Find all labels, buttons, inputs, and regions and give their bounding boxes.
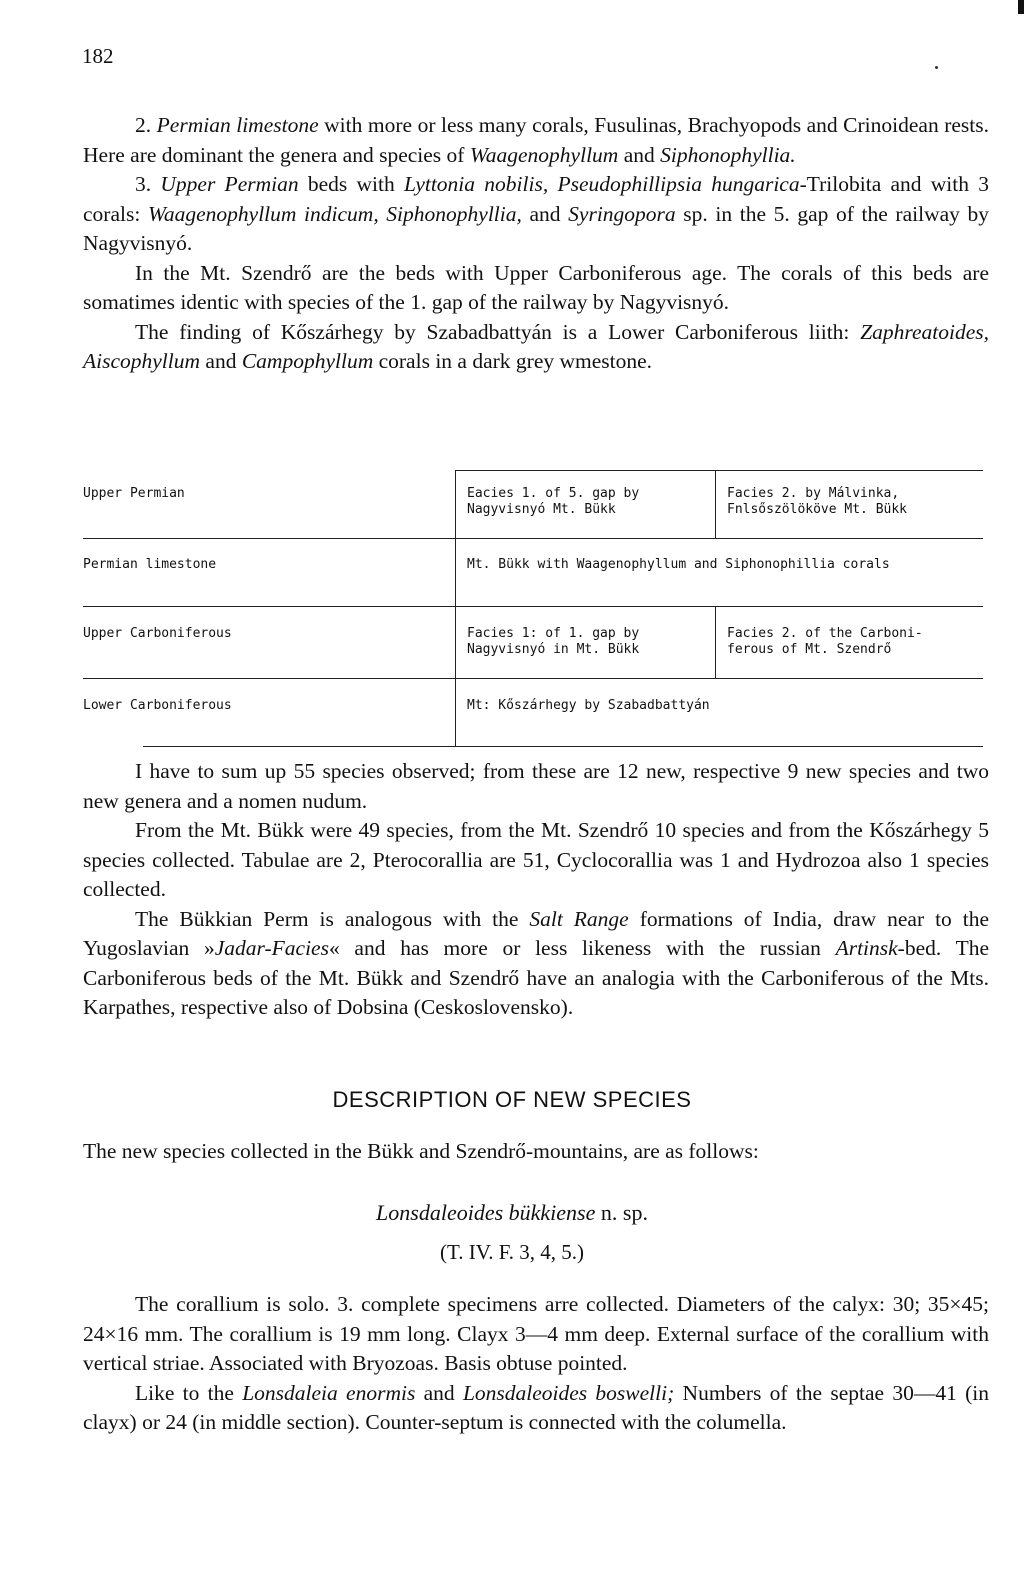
facies-cell: Mt: Kőszárhegy by Szabadbattyán <box>467 698 710 713</box>
italic-term: Lyttonia nobilis, Pseudophillipsia hungarica <box>404 172 800 196</box>
text-run: sp. in the 5. gap of the railway by Nagyvisnyó. <box>83 201 990 255</box>
paragraph-permian-limestone <box>83 111 989 170</box>
italic-term: Jadar-Facies <box>214 936 329 960</box>
italic-term: Lonsdaleoides boswelli; <box>462 1380 675 1405</box>
species-suffix: n. sp. <box>595 1200 648 1225</box>
facies-cell: Nagyvisnyó in Mt. Bükk <box>467 642 640 657</box>
facies-cell: Facies 1: of 1. gap by <box>467 626 640 641</box>
text-run: corals in a dark grey wmestone. <box>373 349 653 373</box>
text-run: Like to the <box>135 1380 243 1405</box>
row-label-upper-permian: Upper Permian <box>83 486 185 501</box>
section-heading: DESCRIPTION OF NEW SPECIES <box>332 1087 692 1112</box>
italic-term: Permian limestone <box>156 113 319 137</box>
species-title <box>0 1200 1024 1226</box>
summary-text <box>83 757 989 1023</box>
text-run: and <box>521 201 569 226</box>
italic-term: Campophyllum <box>241 349 374 373</box>
intro-paragraph <box>83 1137 989 1167</box>
italic-term: Salt Range <box>529 906 629 931</box>
paragraph-analogy <box>83 905 989 1023</box>
intro-text: The new species collected in the Bükk and Szendrő-mountains, are as follows: <box>83 1139 759 1163</box>
table-rule <box>83 538 983 539</box>
row-label-lower-carboniferous: Lower Carboniferous <box>83 698 232 713</box>
facies-cell: ferous of Mt. Szendrő <box>727 642 892 657</box>
text-run: and <box>200 349 242 373</box>
text-run: -bed. The Carboniferous beds of the Mt. Bükk and Szendrő have an analogia with the Carboniferous of the Mts. Karpathes, respective also of Dobsina (Ceskoslovensko). <box>83 936 990 1019</box>
paragraph-species-count: I have to sum up 55 species observed; from these are 12 new, respective 9 new species and two new genera and a nomen nudum. <box>83 759 989 813</box>
item-number: 3. <box>135 172 152 196</box>
italic-term: Waagenophyllum <box>469 142 619 167</box>
table-rule <box>83 678 983 679</box>
table-rule <box>715 606 716 678</box>
paragraph-koszarhegy <box>83 318 989 377</box>
stratigraphy-table <box>83 470 983 760</box>
table-rule <box>83 606 983 607</box>
species-name: Lonsdaleoides bükkiense <box>376 1200 596 1225</box>
facies-cell: Facies 2. by Málvinka, <box>727 486 900 501</box>
table-rule <box>455 470 983 471</box>
paragraph-szendro: In the Mt. Szendrő are the beds with Upper Carboniferous age. The corals of this beds are somatimes identic with species of the 1. gap of the railway by Nagyvisnyó. <box>83 260 989 314</box>
table-rule <box>143 746 983 747</box>
text-run: formations of India, draw near to the Yugoslavian » <box>83 906 990 960</box>
italic-term: Upper Permian <box>160 172 299 196</box>
paragraph-comparison <box>83 1379 989 1438</box>
row-label-upper-carboniferous: Upper Carboniferous <box>83 626 232 641</box>
table-rule <box>455 470 456 746</box>
scan-edge-mark <box>1018 0 1024 14</box>
table-rule <box>715 470 716 538</box>
italic-term: Zaphreatoides, Aiscophyllum <box>83 319 989 373</box>
stratigraphy-text <box>83 111 989 377</box>
text-run: Numbers of the septae 30—41 (in clayx) or 24 (in middle section). Counter-septum is connected with the columella. <box>83 1380 989 1434</box>
italic-term: Siphonophyllia. <box>660 142 796 167</box>
text-run: The Bükkian Perm is analogous with the <box>135 906 530 931</box>
italic-term: Artinsk <box>835 936 898 960</box>
row-label-permian-limestone: Permian limestone <box>83 557 217 572</box>
facies-cell: Mt. Bükk with Waagenophyllum and Siphonophillia corals <box>467 557 890 572</box>
paragraph-collections: From the Mt. Bükk were 49 species, from the Mt. Szendrő 10 species and from the Kőszárhegy 5 species collected. Tabulae are 2, Pterocorallia are 51, Cyclocorallia was 1 and Hydrozoa also 1 species collected. <box>83 818 989 901</box>
item-number: 2. <box>135 113 152 137</box>
facies-cell: Eacies 1. of 5. gap by <box>467 486 640 501</box>
text-run: and <box>618 142 661 167</box>
facies-cell: Facies 2. of the Carboni- <box>727 626 923 641</box>
text-run: with more or less many corals, Fusulinas, Brachyopods and Crinoidean rests. Here are dominant the genera and species of <box>83 113 990 167</box>
text-run: « and has more or less likeness with the russian <box>328 936 836 960</box>
italic-term: Lonsdaleia enormis <box>242 1380 416 1405</box>
scan-speck <box>935 66 938 69</box>
italic-term: Waagenophyllum indicum, Siphonophyllia, <box>147 201 522 226</box>
page-number: 182 <box>82 44 114 68</box>
description-text <box>83 1290 989 1438</box>
paragraph-corallium: The corallium is solo. 3. complete specimens arre collected. Diameters of the calyx: 30; 35×45; 24×16 mm. The corallium is 19 mm long. Clayx 3—4 mm deep. External surface of the corallium with vertical striae. Associated with Bryozoas. Basis obtuse pointed. <box>83 1292 989 1375</box>
facies-cell: Fnlsőszölököve Mt. Bükk <box>727 502 908 517</box>
italic-term: Syringopora <box>568 201 676 226</box>
plate-reference: (T. IV. F. 3, 4, 5.) <box>440 1240 584 1264</box>
text-run: The finding of Kőszárhegy by Szabadbattyán is a Lower Carboniferous liith: <box>135 319 861 344</box>
paragraph-upper-permian <box>83 170 989 259</box>
facies-cell: Nagyvisnyó Mt. Bükk <box>467 502 616 517</box>
text-run: and <box>415 1380 463 1405</box>
text-run: beds with <box>298 172 404 196</box>
text-run: -Trilobita and with 3 corals: <box>83 172 990 226</box>
